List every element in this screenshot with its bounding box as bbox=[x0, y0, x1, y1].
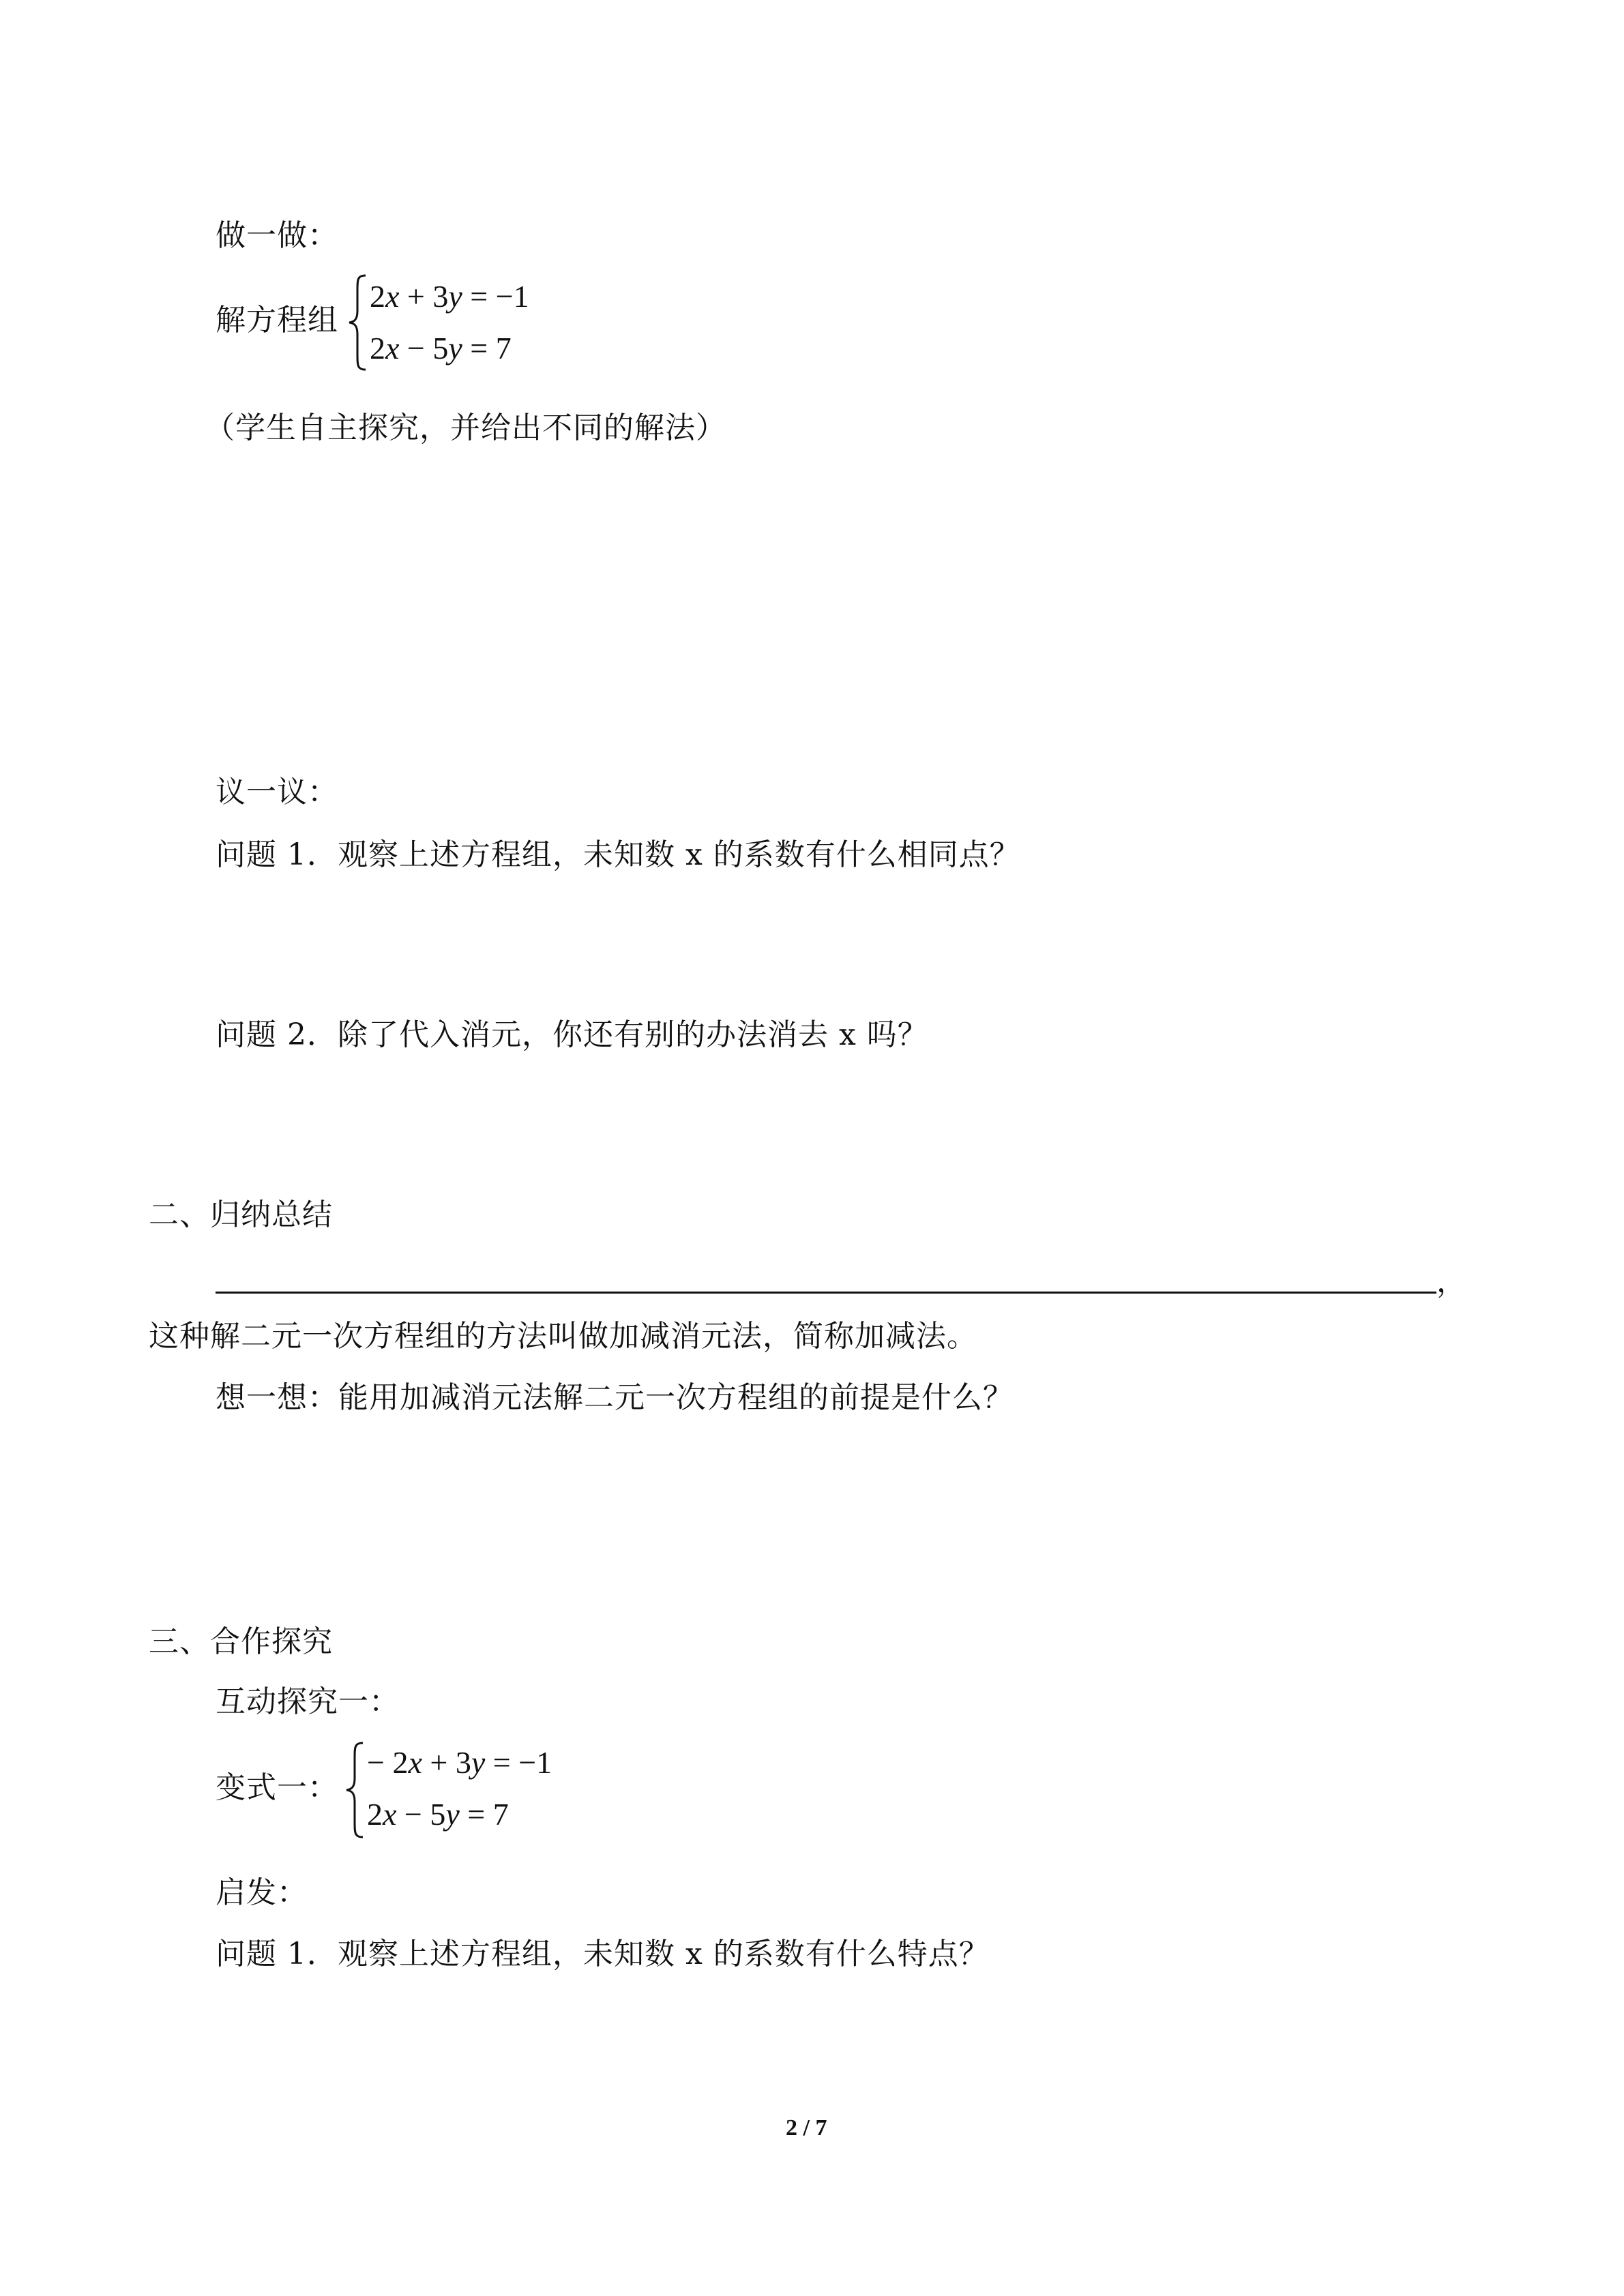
system-brace-2 bbox=[342, 1739, 370, 1841]
explore-note: （学生自主探究，并给出不同的解法） bbox=[205, 411, 726, 445]
question-2: 问题 2．除了代入消元，你还有别的办法消去 x 吗？ bbox=[216, 1017, 928, 1052]
variant-1-label: 变式一： bbox=[216, 1770, 338, 1805]
solve-system-label: 解方程组 bbox=[216, 303, 338, 338]
fill-in-blank-line[interactable] bbox=[216, 1292, 1436, 1294]
yi-yi-yi-label: 议一议： bbox=[216, 775, 338, 809]
think-question: 想一想：能用加减消元法解二元一次方程组的前提是什么？ bbox=[216, 1380, 1014, 1415]
section-2-heading: 二、归纳总结 bbox=[149, 1197, 333, 1232]
question-1: 问题 1．观察上述方程组，未知数 x 的系数有什么相同点？ bbox=[216, 837, 1020, 872]
equation-2b: 2x − 5y = 7 bbox=[367, 1797, 509, 1832]
section-3-heading: 三、合作探究 bbox=[149, 1624, 333, 1659]
method-description: 这种解二元一次方程组的方法叫做加减消元法，简称加减法。 bbox=[149, 1319, 977, 1354]
page-number: 2 / 7 bbox=[786, 2115, 827, 2141]
zuo-yi-zuo-label: 做一做： bbox=[216, 218, 338, 253]
interactive-exploration-label: 互动探究一： bbox=[216, 1684, 400, 1719]
equation-2a: − 2x + 3y = −1 bbox=[367, 1745, 552, 1780]
system-brace-1 bbox=[345, 271, 372, 374]
equation-1b: 2x − 5y = 7 bbox=[370, 331, 512, 366]
hint-label: 启发： bbox=[216, 1875, 308, 1910]
equation-1a: 2x + 3y = −1 bbox=[370, 279, 529, 314]
question-3: 问题 1．观察上述方程组，未知数 x 的系数有什么特点？ bbox=[216, 1937, 990, 1971]
blank-comma: ， bbox=[1436, 1264, 1467, 1299]
